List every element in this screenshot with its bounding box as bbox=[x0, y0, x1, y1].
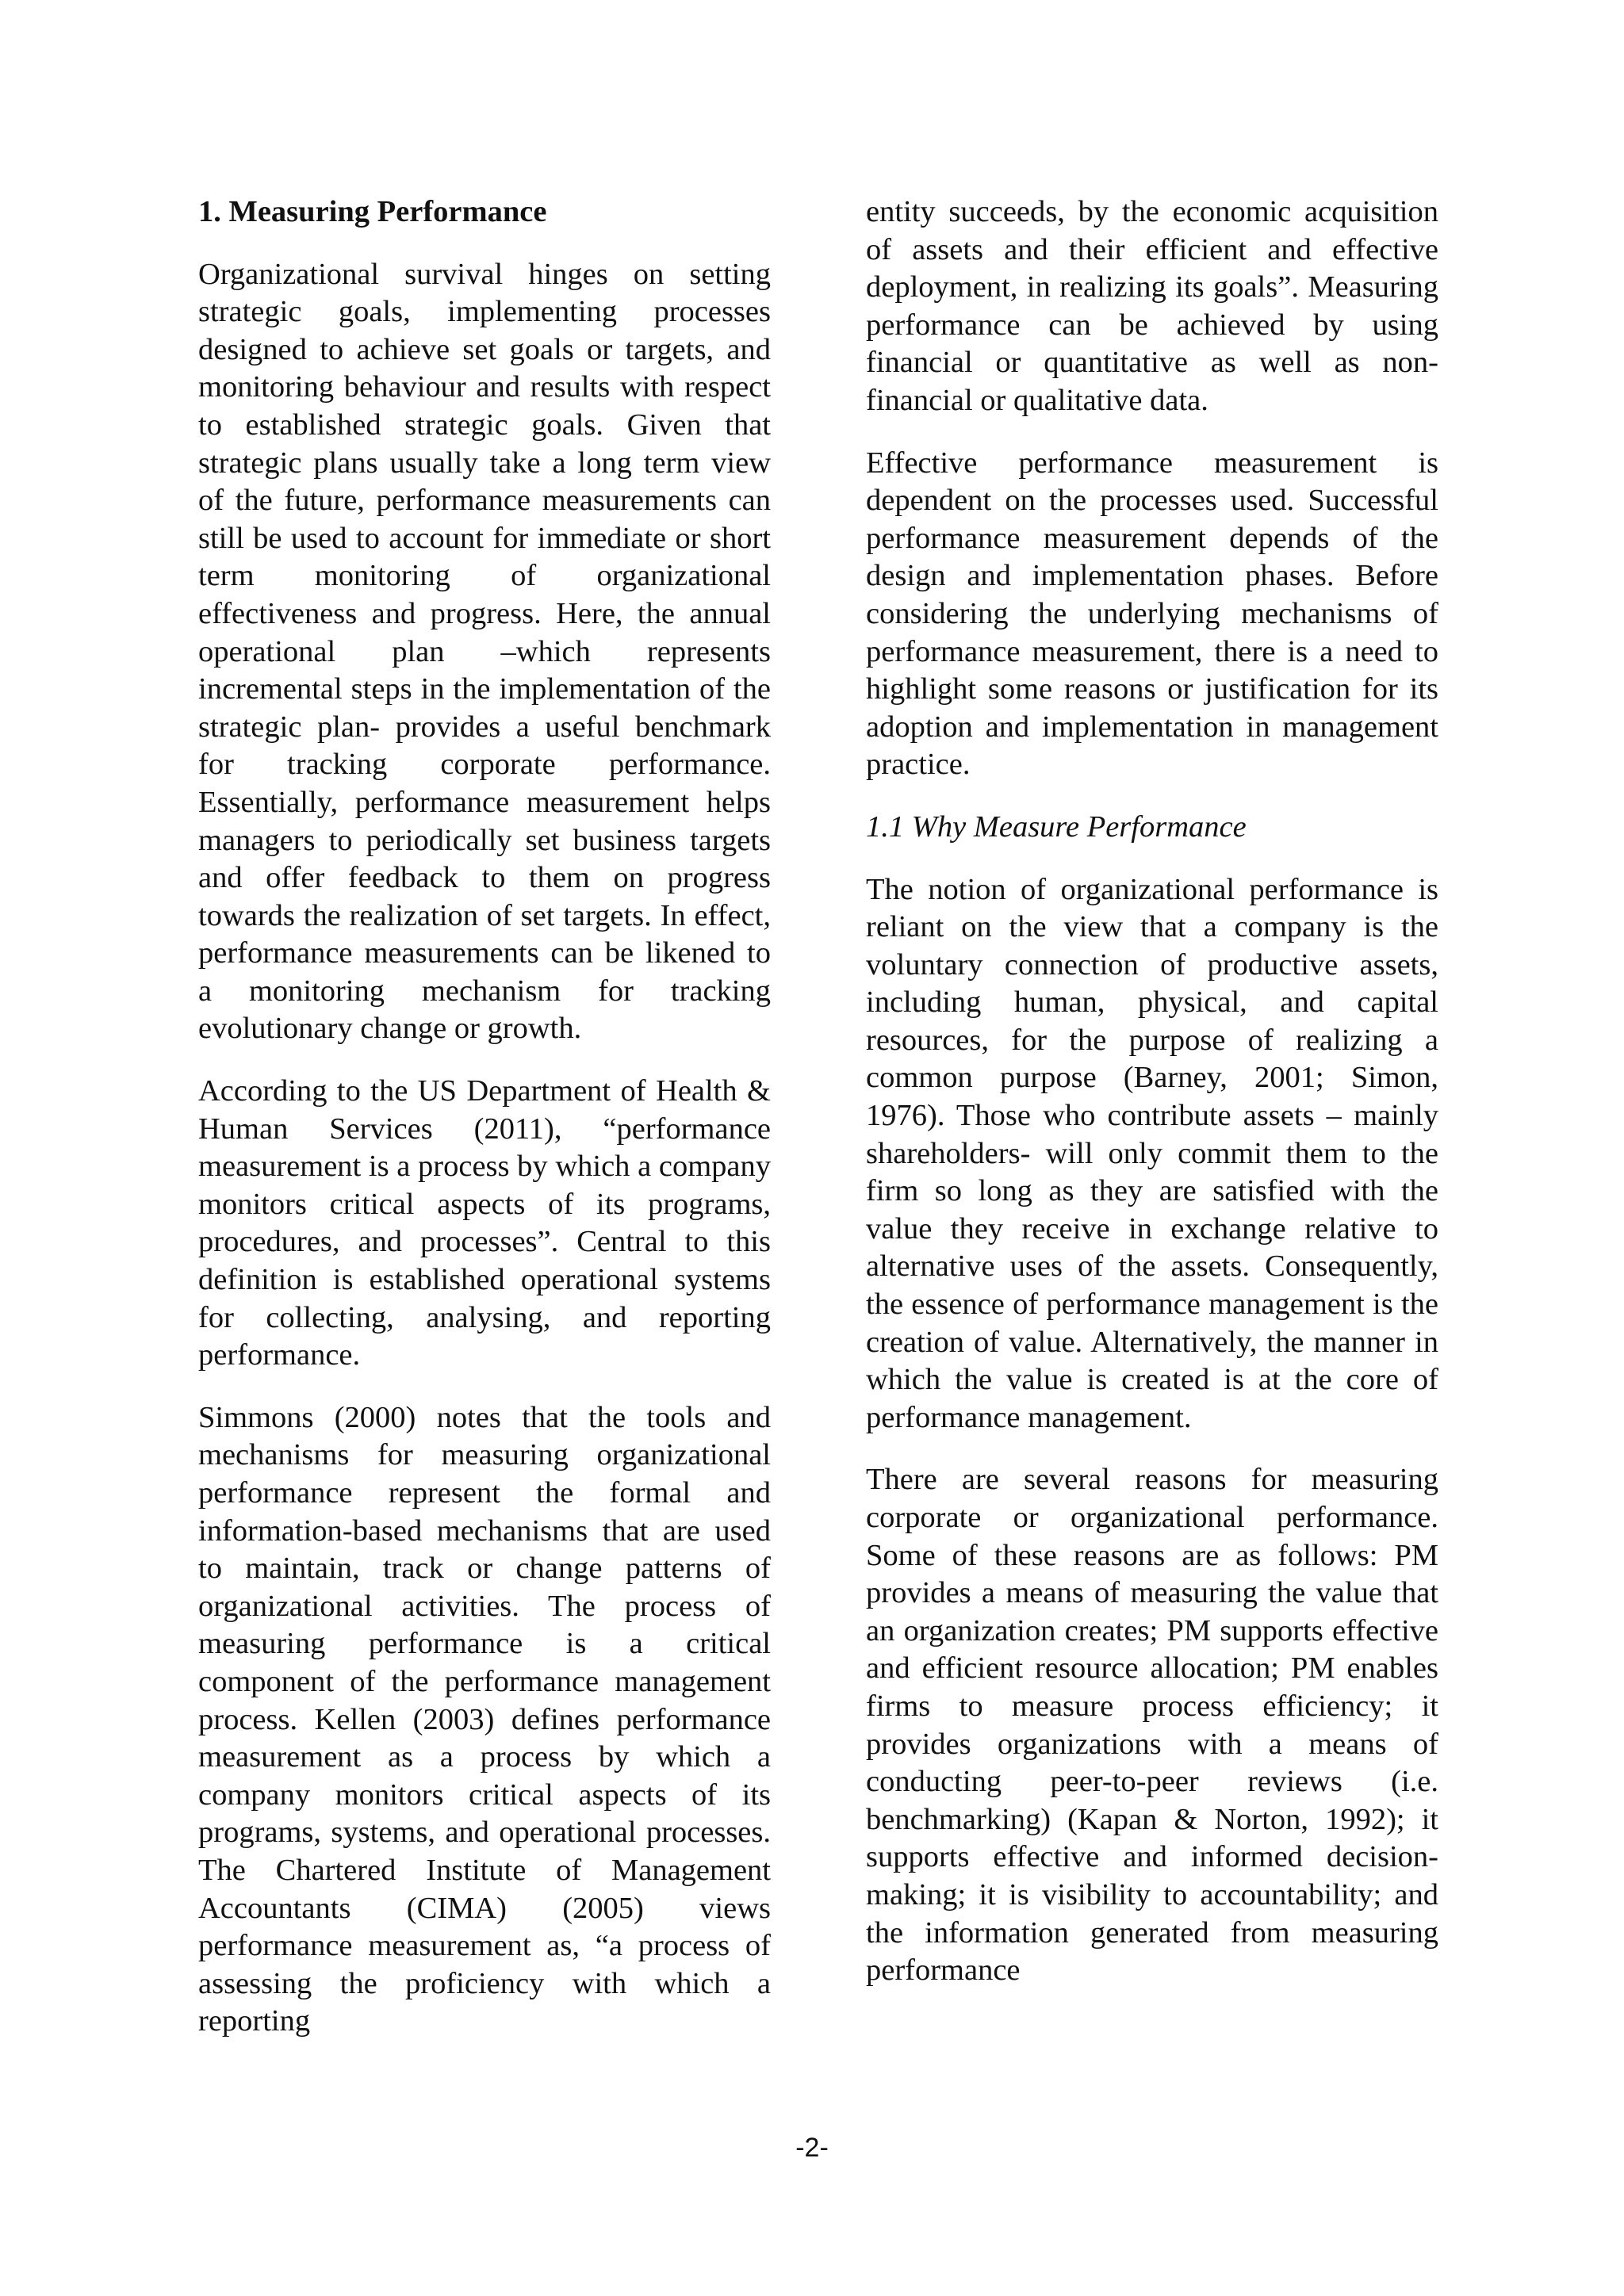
left-column bbox=[198, 193, 771, 2065]
page-number: -2- bbox=[795, 2133, 829, 2163]
paragraph: Simmons (2000) notes that the tools and mechanisms for measuring organizational performance represent the formal and information-based mechanisms that are used to maintain, track or change patterns of organizational activities. The process of measuring performance is a critical component of the performance management process. Kellen (2003) defines performance measurement as a process by which a company monitors critical aspects of its programs, systems, and operational processes. The Chartered Institute of Management Accountants (CIMA) (2005) views performance measurement as, “a process of assessing the proficiency with which a reporting bbox=[198, 1400, 771, 2038]
paragraph: The notion of organizational performance is reliant on the view that a company is the voluntary connection of productive assets, including human, physical, and capital resources, for the purpose of realizing a common purpose (Barney, 2001; Simon, 1976). Those who contribute assets – mainly shareholders- will only commit them to the firm so long as they are satisfied with the value they receive in exchange relative to alternative uses of the assets. Consequently, the essence of performance management is the creation of value. Alternatively, the manner in which the value is created is at the core of performance management. bbox=[866, 872, 1438, 1434]
subsection-heading: 1.1 Why Measure Performance bbox=[866, 809, 1247, 844]
paragraph: Effective performance measurement is dependent on the processes used. Successful performance measurement depends of the design and implementation phases. Before considering the underlying mechanisms of performance measurement, there is a need to highlight some reasons or justification for its adoption and implementation in management practice. bbox=[866, 446, 1438, 782]
paragraph: Organizational survival hinges on setting strategic goals, implementing processes designed to achieve set goals or targets, and monitoring behaviour and results with respect to established strategic goals. Given that strategic plans usually take a long term view of the future, performance measurements can still be used to account for immediate or short term monitoring of organizational effectiveness and progress. Here, the annual operational plan –which represents incremental steps in the implementation of the strategic plan- provides a useful benchmark for tracking corporate performance. Essentially, performance measurement helps managers to periodically set business targets and offer feedback to them on progress towards the realization of set targets. In effect, performance measurements can be likened to a monitoring mechanism for tracking evolutionary change or growth. bbox=[198, 257, 771, 1046]
paragraph: There are several reasons for measuring corporate or organizational performance. Some of these reasons are as follows: PM provides a means of measuring the value that an organization creates; PM supports effective and efficient resource allocation; PM enables firms to measure process efficiency; it provides organizations with a means of conducting peer-to-peer reviews (i.e. benchmarking) (Kapan & Norton, 1992); it supports effective and informed decision-making; it is visibility to accountability; and the information generated from measuring performance bbox=[866, 1463, 1438, 1988]
section-heading: 1. Measuring Performance bbox=[198, 195, 547, 228]
paragraph: entity succeeds, by the economic acquisition of assets and their efficient and effective deployment, in realizing its goals”. Measuring performance can be achieved by using financial or quantitative as well as non-financial or qualitative data. bbox=[866, 195, 1438, 417]
paragraph: According to the US Department of Health & Human Services (2011), “performance measurement is a process by which a company monitors critical aspects of its programs, procedures, and processes”. Central to this definition is established operational systems for collecting, analysing, and reporting performance. bbox=[198, 1074, 771, 1372]
right-column bbox=[866, 193, 1438, 2015]
